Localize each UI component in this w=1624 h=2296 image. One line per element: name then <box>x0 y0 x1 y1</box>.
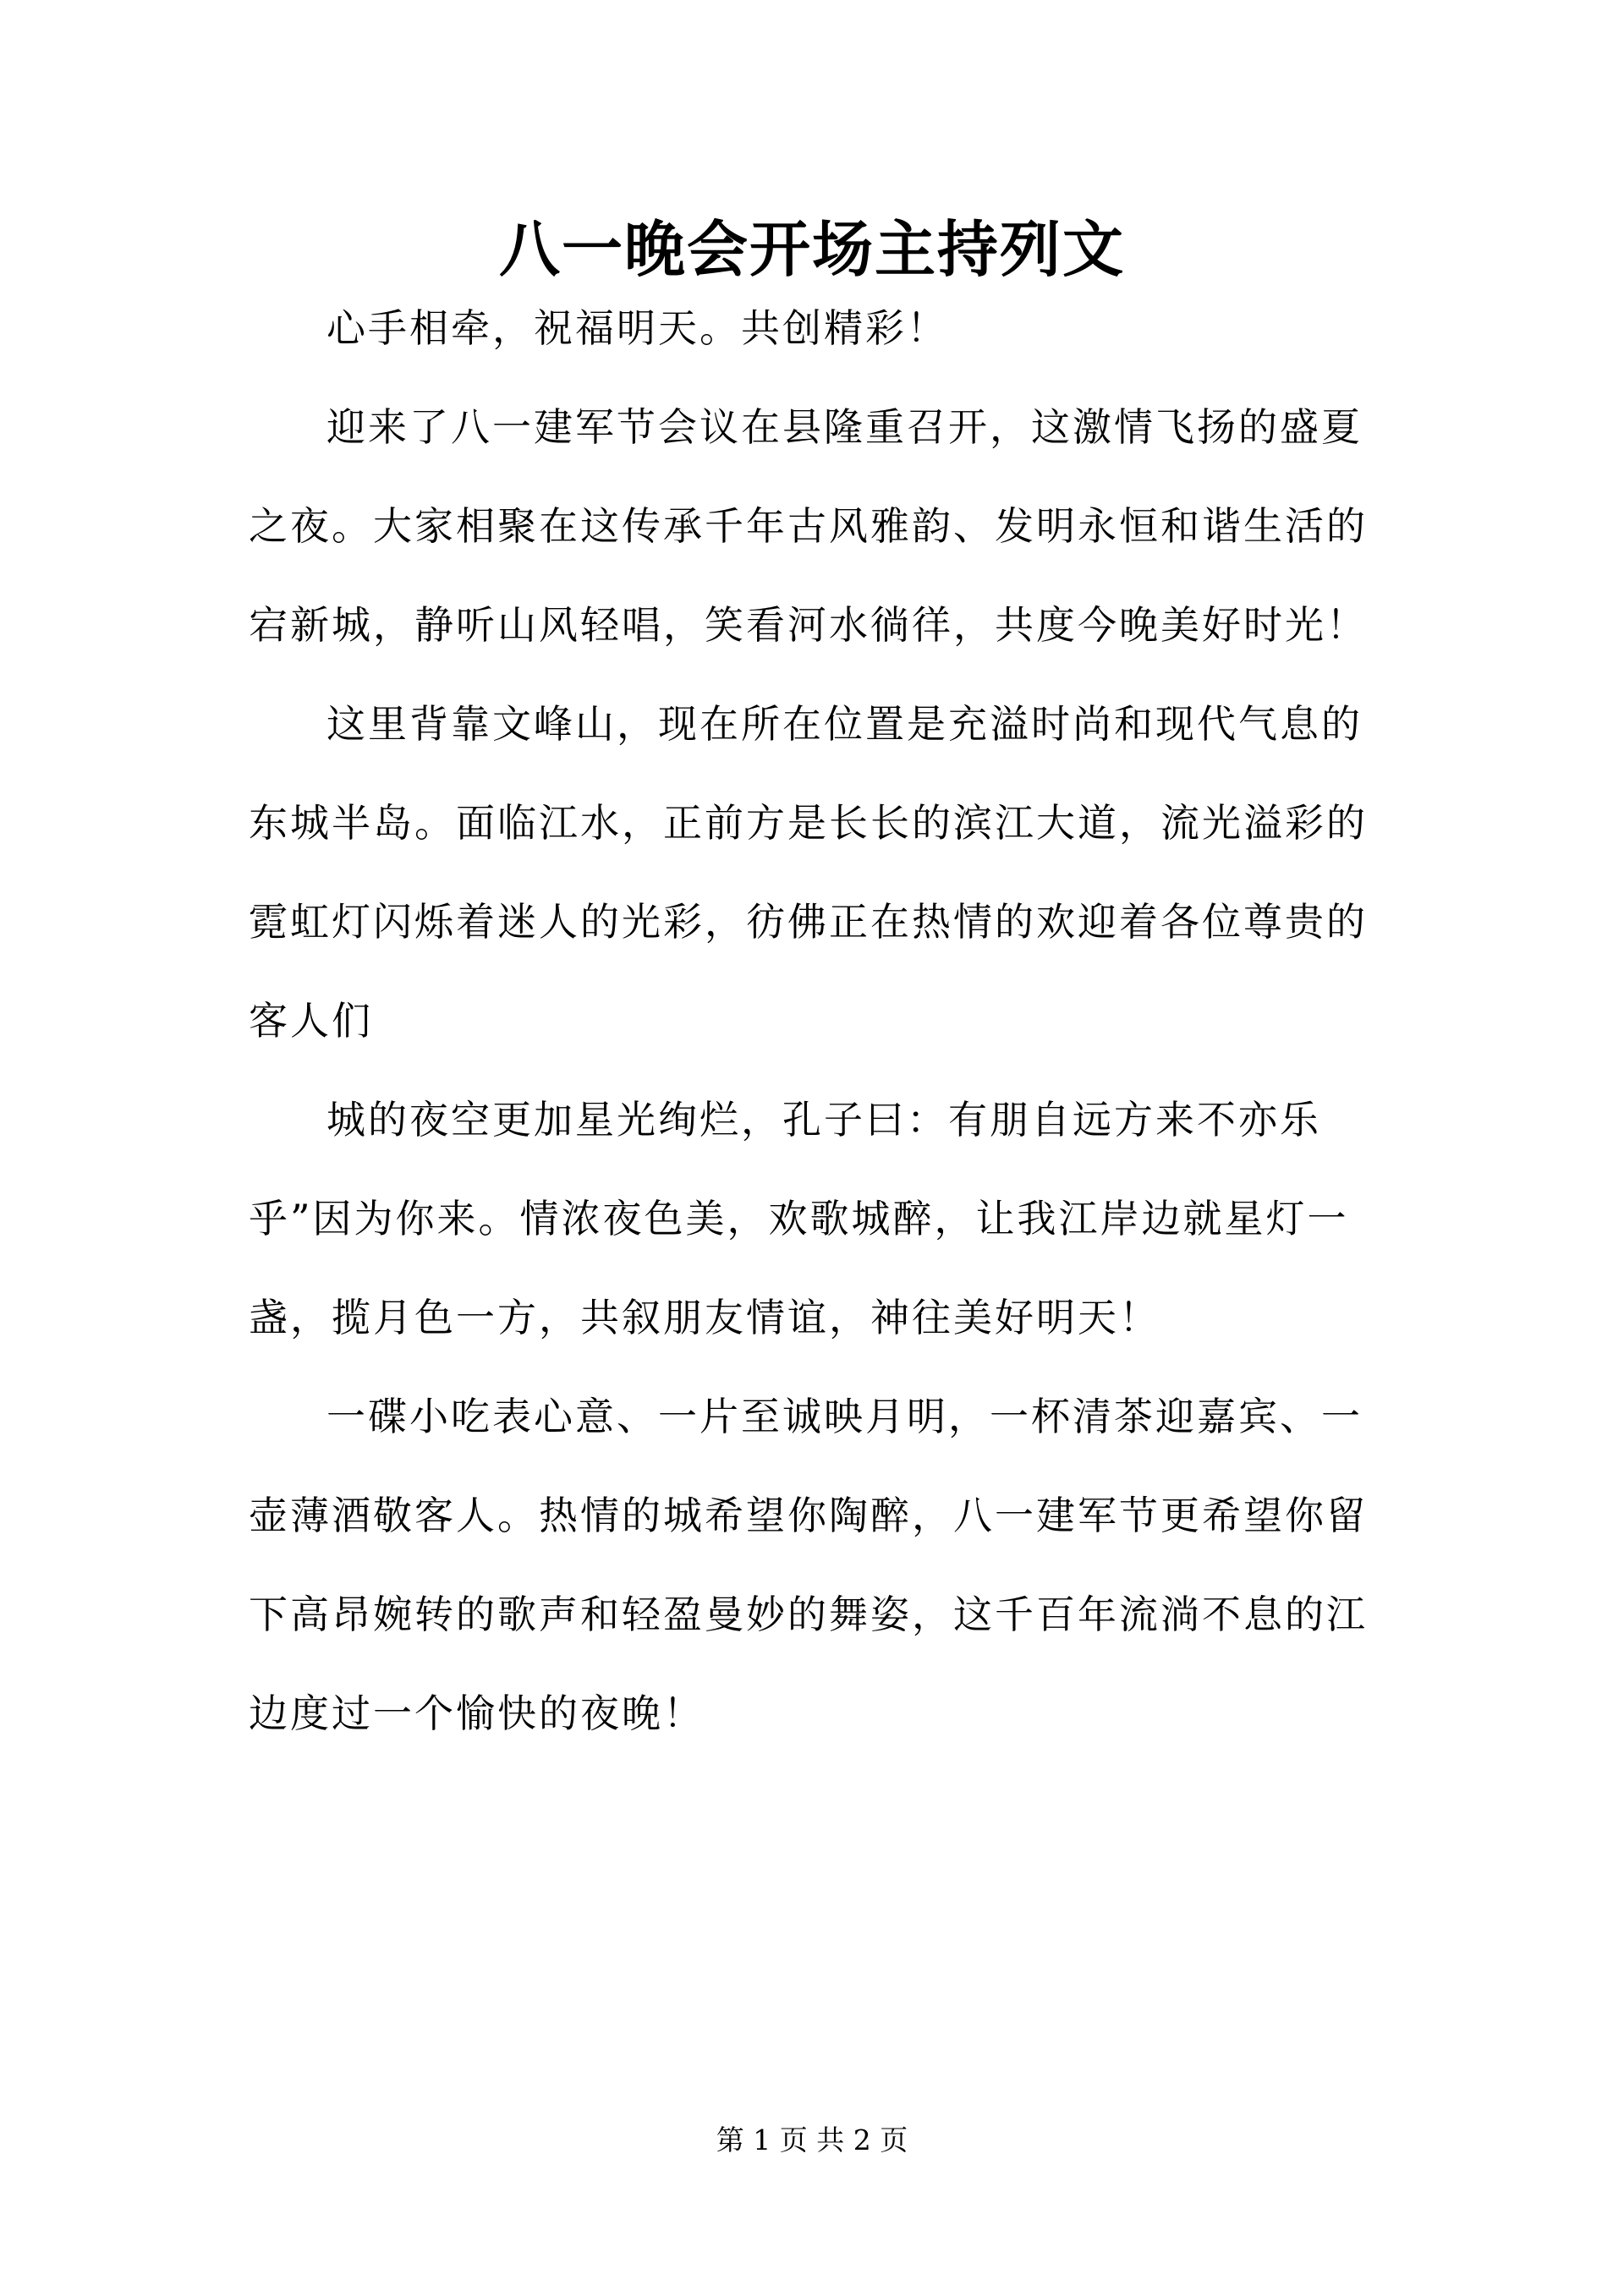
page-number-footer: 第 1 页 共 2 页 <box>716 2123 908 2156</box>
paragraph-3: 这里背靠文峰山，现在所在位置是充溢时尚和现代气息的东城半岛。面临江水，正前方是长长的滨江大道，流光溢彩的霓虹灯闪烁着迷人的光彩，彷佛正在热情的欢迎着各位尊贵的客人们 <box>249 701 1368 1044</box>
paragraph-5: 一碟小吃表心意、一片至诚映月明，一杯清茶迎嘉宾、一壶薄酒敬客人。热情的城希望你陶醉，八一建军节更希望你留下高昂婉转的歌声和轻盈曼妙的舞姿，这千百年流淌不息的江边度过一个愉快的夜晚！ <box>249 1394 1368 1736</box>
paragraph-1: 心手相牵，祝福明天。共创精彩！ <box>326 305 948 351</box>
document-body <box>249 279 1382 1763</box>
paragraph-4: 城的夜空更加星光绚烂，孔子曰：有朋自远方来不亦乐乎”因为你来。情浓夜色美，欢歌城醉，让我江岸边就星灯一盏，揽月色一方，共叙朋友情谊，神往美好明天！ <box>249 1097 1349 1340</box>
document-title: 八一晚会开场主持列文 <box>498 213 1125 285</box>
paragraph-2: 迎来了八一建军节会议在县隆重召开，这激情飞扬的盛夏之夜。大家相聚在这传承千年古风雅韵、发明永恒和谐生活的宕新城，静听山风轻唱，笑看河水徜徉，共度今晚美好时光！ <box>249 404 1368 648</box>
